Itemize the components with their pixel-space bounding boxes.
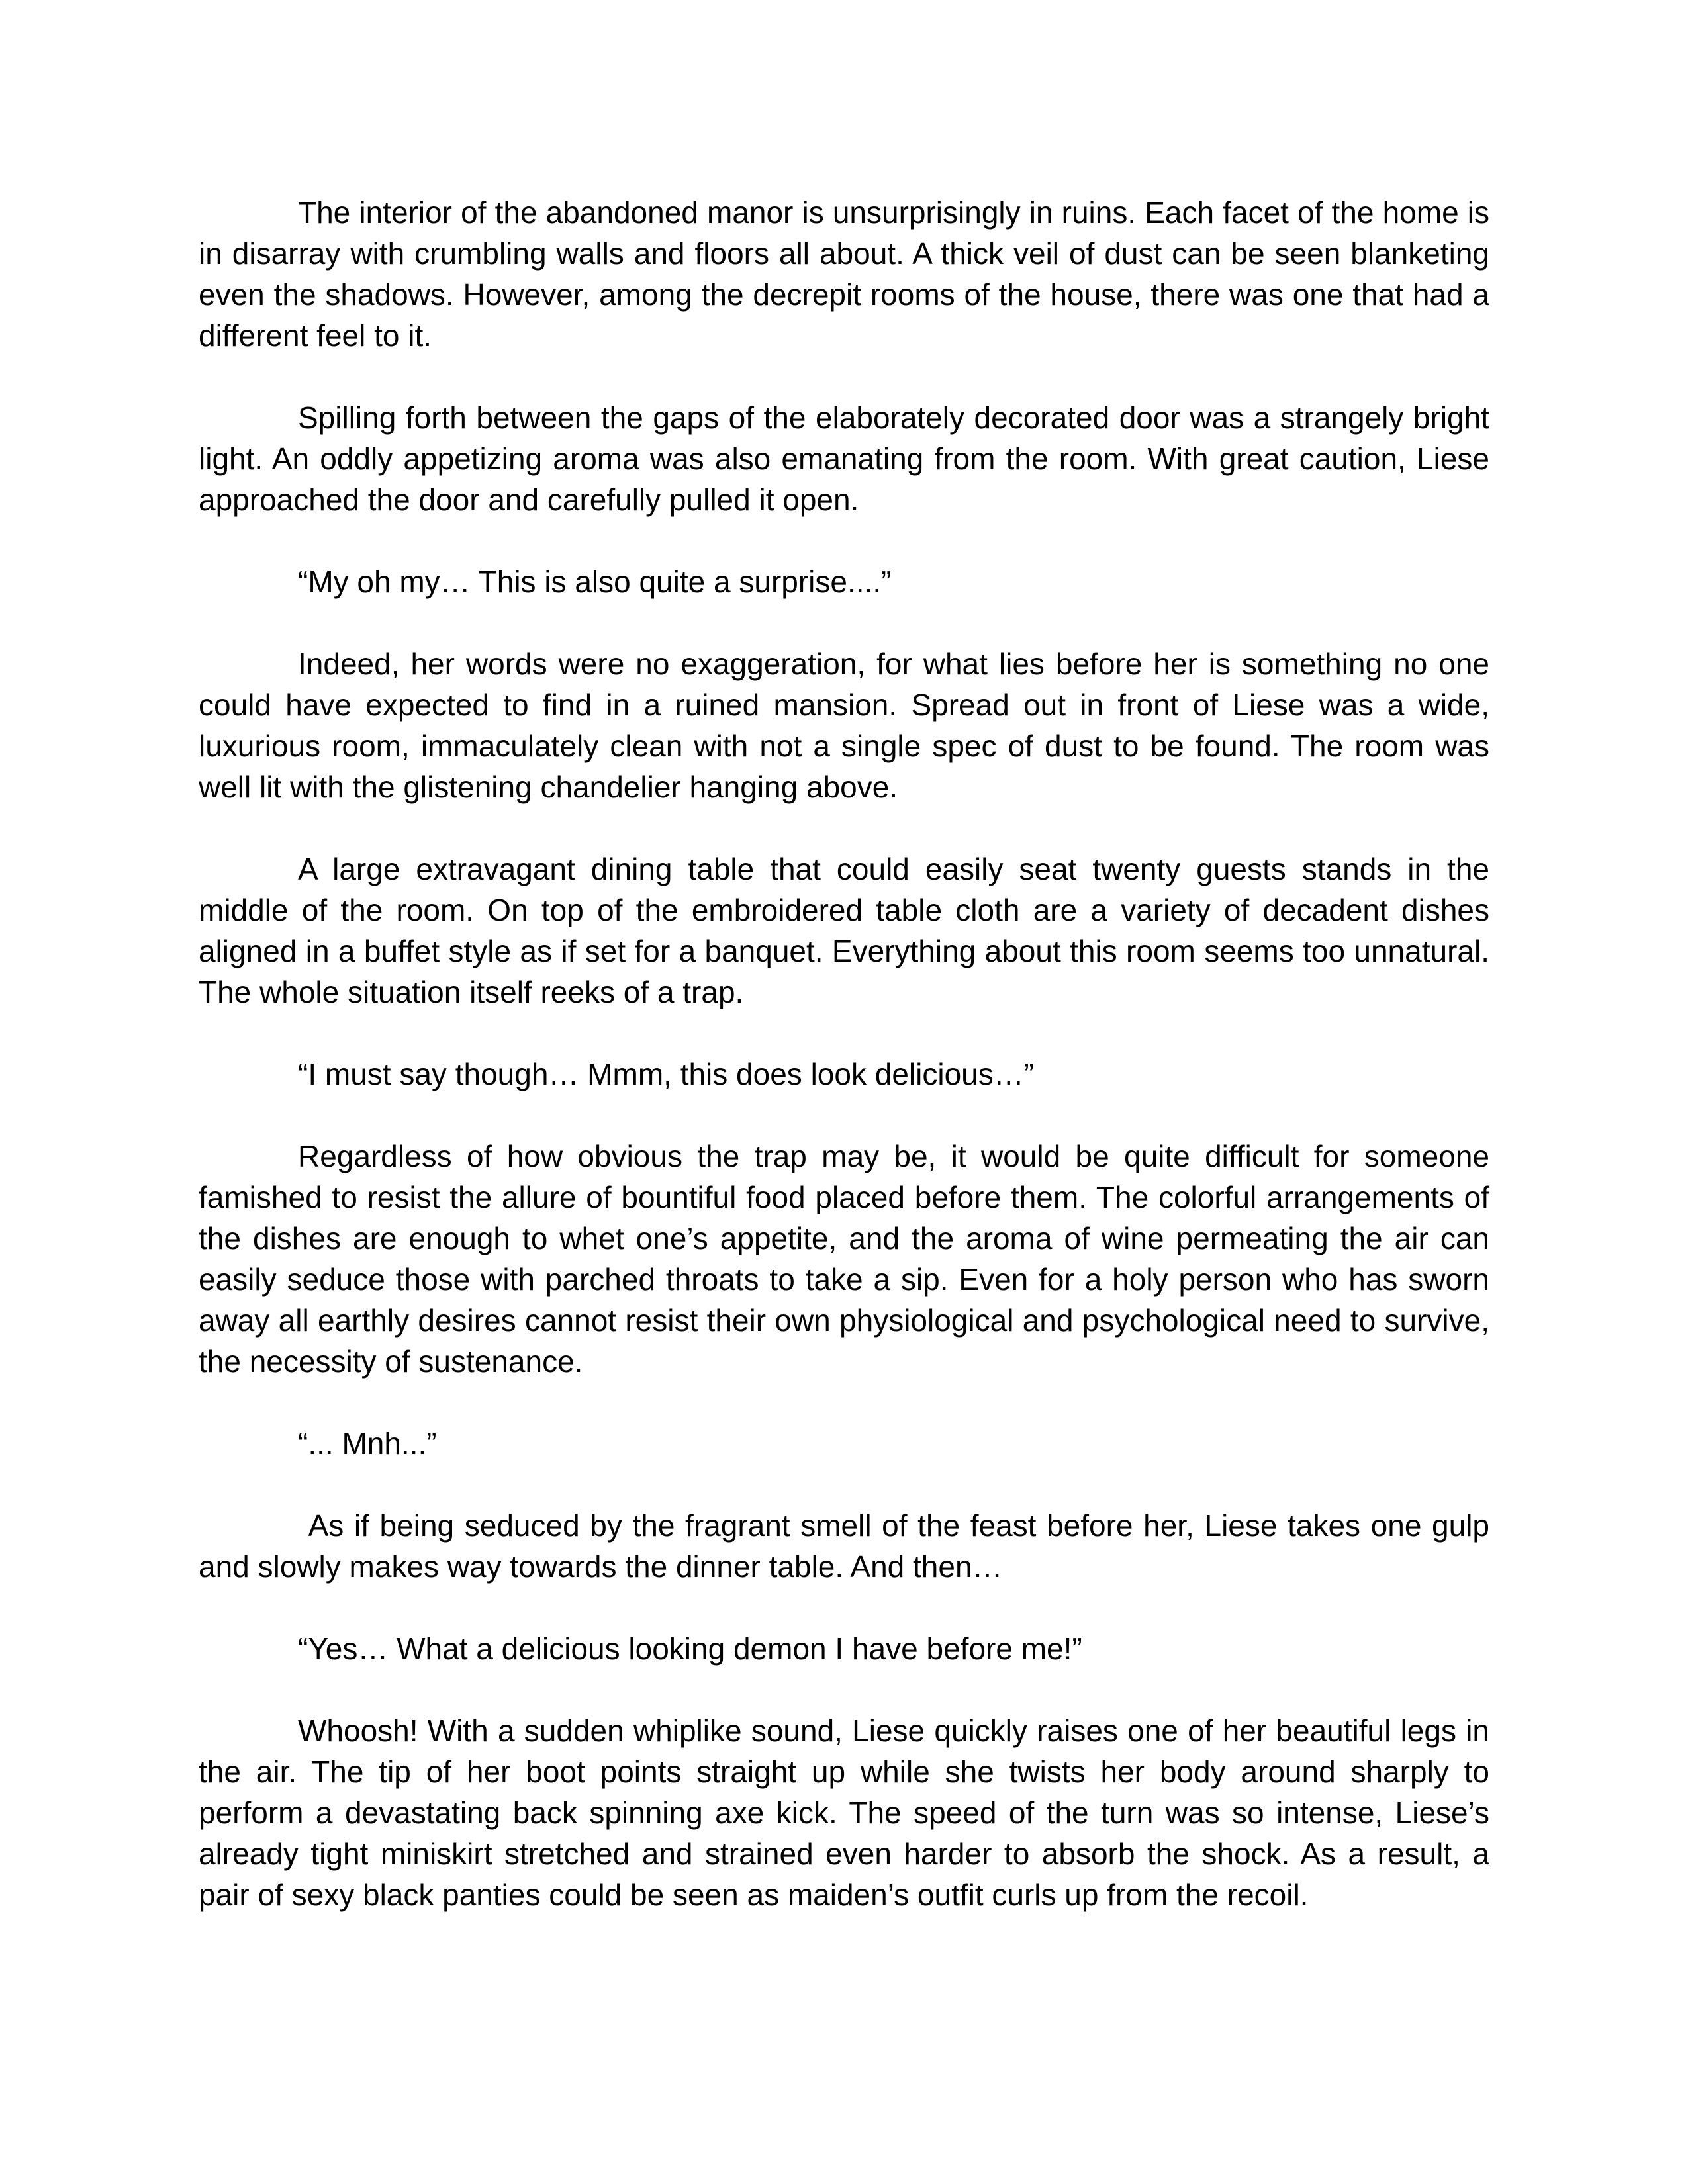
dialogue-paragraph-10: “Yes… What a delicious looking demon I have before me!”	[298, 1631, 1082, 1666]
dialogue-paragraph-08: “... Mnh...”	[298, 1426, 437, 1461]
paragraph-02: Spilling forth between the gaps of the elaborately decorated door was a strangely bright light. An oddly appetizing aroma was also emanating from the room. With great caution, Liese approached the door and carefully pulled it open.	[199, 400, 1498, 517]
paragraph-04: Indeed, her words were no exaggeration, for what lies before her is something no one could have expected to find in a ruined mansion. Spread out in front of Liese was a wide, luxurious room, immaculately clean with not a single spec of dust to be found. The room was well lit with the glistening chandelier hanging above.	[199, 647, 1498, 804]
paragraph-07: Regardless of how obvious the trap may be, it would be quite difficult for someone famished to resist the allure of bountiful food placed before them. The colorful arrangements of the dishes are enough to whet one’s appetite, and the aroma of wine permeating the air can easily seduce those with parched throats to take a sip. Even for a holy person who has sworn away all earthly desires cannot resist their own physiological and psychological need to survive, the necessity of sustenance.	[199, 1139, 1498, 1379]
paragraph-11: Whoosh! With a sudden whiplike sound, Liese quickly raises one of her beautiful legs in the air. The tip of her boot points straight up while she twists her body around sharply to perform a devastating back spinning axe kick. The speed of the turn was so intense, Liese’s already tight miniskirt stretched and strained even harder to absorb the shock. As a result, a pair of sexy black panties could be seen as maiden’s outfit curls up from the recoil.	[199, 1713, 1498, 1912]
dialogue-paragraph-06: “I must say though… Mmm, this does look delicious…”	[298, 1057, 1035, 1091]
dialogue-paragraph-03: “My oh my… This is also quite a surprise....”	[298, 565, 892, 599]
paragraph-05: A large extravagant dining table that could easily seat twenty guests stands in the middle of the room. On top of the embroidered table cloth are a variety of decadent dishes aligned in a buffet style as if set for a banquet. Everything about this room seems too unnatural. The whole situation itself reeks of a trap.	[199, 852, 1498, 1009]
paragraph-09: As if being seduced by the fragrant smell of the feast before her, Liese takes one gulp and slowly makes way towards the dinner table. And then…	[199, 1508, 1498, 1584]
paragraph-01: The interior of the abandoned manor is unsurprisingly in ruins. Each facet of the home is in disarray with crumbling walls and floors all about. A thick veil of dust can be seen blanketing even the shadows. However, among the decrepit rooms of the house, there was one that had a different feel to it.	[199, 195, 1498, 353]
